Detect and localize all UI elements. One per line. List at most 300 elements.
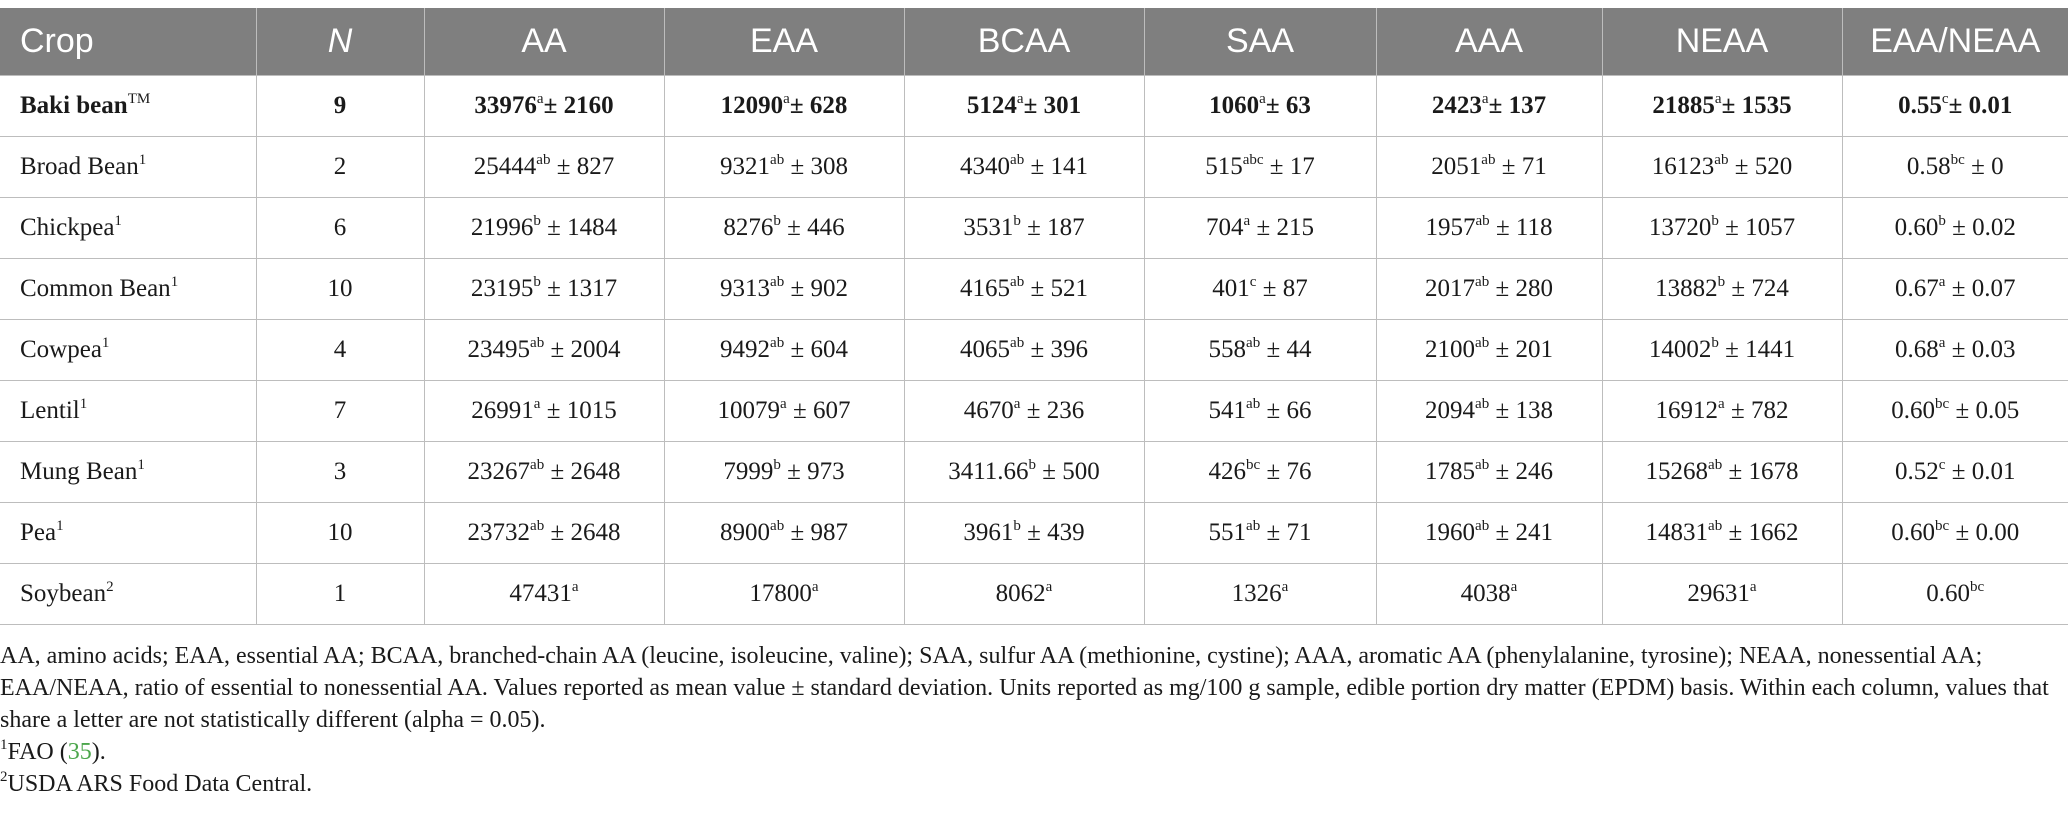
cell-value: 8276 bbox=[723, 214, 774, 241]
cell-std-dev: ± 66 bbox=[1260, 397, 1312, 424]
cell-std-dev: ± 141 bbox=[1024, 153, 1088, 180]
cell-eaa bbox=[664, 259, 904, 320]
cell-bcaa bbox=[904, 442, 1144, 503]
significance-letter: a bbox=[783, 91, 790, 107]
cell-std-dev: ± 604 bbox=[784, 336, 848, 363]
cell-eaa bbox=[664, 198, 904, 259]
cell-n: 10 bbox=[256, 259, 424, 320]
cell-crop bbox=[0, 320, 256, 381]
cell-value: 558 bbox=[1208, 336, 1247, 363]
crop-footnote-marker: 1 bbox=[79, 396, 88, 412]
significance-letter: bc bbox=[1950, 152, 1965, 168]
crop-name: Baki bean bbox=[20, 92, 128, 119]
cell-std-dev: ± 280 bbox=[1489, 275, 1553, 302]
cell-value: 0.67 bbox=[1895, 275, 1939, 302]
cell-std-dev: ± 0.00 bbox=[1949, 519, 2020, 546]
cell-value: 1960 bbox=[1425, 519, 1476, 546]
cell-value: 1957 bbox=[1425, 214, 1476, 241]
cell-eaa bbox=[664, 76, 904, 137]
cell-aaa bbox=[1376, 137, 1602, 198]
cell-n: 9 bbox=[256, 76, 424, 137]
column-header-eaa-neaa: EAA/NEAA bbox=[1842, 8, 2068, 76]
significance-letter: b bbox=[1717, 274, 1726, 290]
cell-aaa bbox=[1376, 442, 1602, 503]
significance-letter: a bbox=[1938, 274, 1946, 290]
cell-eaa-neaa bbox=[1842, 76, 2068, 137]
significance-letter: a bbox=[1045, 579, 1053, 595]
column-header-eaa: EAA bbox=[664, 8, 904, 76]
cell-aaa bbox=[1376, 381, 1602, 442]
cell-saa bbox=[1144, 198, 1376, 259]
significance-letter: ab bbox=[770, 274, 785, 290]
significance-letter: ab bbox=[1475, 335, 1490, 351]
cell-aa bbox=[424, 198, 664, 259]
footnote-1-end: ). bbox=[91, 739, 106, 765]
footnote-abbreviations: AA, amino acids; EAA, essential AA; BCAA, branched-chain AA (leucine, isoleucine, valine); SAA, sulfur AA (methionine, cystine); AAA, aromatic AA (phenylalanine, tyrosine); NEAA, nonessential AA; EAA/NEAA, ratio of essential to nonessential AA. Values reported as mean value ± standard deviation. Units reported as mg/100 g sample, edible portion dry matter (EPDM) basis. Within each column, values that share a letter are not statistically different (alpha = 0.05). bbox=[0, 643, 2049, 733]
cell-bcaa bbox=[904, 564, 1144, 625]
cell-value: 4038 bbox=[1460, 580, 1511, 607]
crop-name: Chickpea bbox=[20, 214, 115, 241]
significance-letter: bc bbox=[1935, 396, 1950, 412]
crop-name: Soybean bbox=[20, 580, 107, 607]
significance-letter: ab bbox=[1010, 152, 1025, 168]
cell-eaa-neaa bbox=[1842, 503, 2068, 564]
cell-std-dev: ± 0 bbox=[1964, 153, 2004, 180]
significance-letter: a bbox=[533, 396, 541, 412]
significance-letter: ab bbox=[1475, 396, 1490, 412]
cell-value: 33976 bbox=[474, 92, 537, 119]
cell-std-dev: ± 987 bbox=[784, 519, 848, 546]
table-header bbox=[0, 8, 2068, 76]
cell-neaa bbox=[1602, 259, 1842, 320]
crop-name: Pea bbox=[20, 519, 57, 546]
cell-std-dev: ± 0.01 bbox=[1945, 458, 2016, 485]
cell-value: 551 bbox=[1208, 519, 1247, 546]
cell-crop bbox=[0, 259, 256, 320]
cell-aa bbox=[424, 564, 664, 625]
cell-value: 9492 bbox=[720, 336, 771, 363]
significance-letter: a bbox=[1510, 579, 1518, 595]
cell-n: 10 bbox=[256, 503, 424, 564]
significance-letter: b bbox=[773, 457, 781, 473]
cell-value: 13882 bbox=[1655, 275, 1718, 302]
cell-value: 21885 bbox=[1652, 92, 1715, 119]
cell-std-dev: ± 520 bbox=[1728, 153, 1793, 180]
cell-crop bbox=[0, 503, 256, 564]
cell-value: 23732 bbox=[467, 519, 531, 546]
reference-link-35[interactable]: 35 bbox=[67, 739, 92, 765]
significance-letter: ab bbox=[1010, 274, 1025, 290]
table-row bbox=[0, 137, 2068, 198]
cell-aaa bbox=[1376, 259, 1602, 320]
cell-std-dev: ± 500 bbox=[1036, 458, 1100, 485]
cell-eaa bbox=[664, 503, 904, 564]
table-body bbox=[0, 76, 2068, 625]
significance-letter: bc bbox=[1935, 518, 1950, 534]
significance-letter: b bbox=[1013, 213, 1021, 229]
cell-crop bbox=[0, 76, 256, 137]
amino-acid-table bbox=[0, 8, 2068, 625]
significance-letter: a bbox=[811, 579, 819, 595]
cell-value: 0.60 bbox=[1891, 397, 1936, 424]
cell-crop bbox=[0, 198, 256, 259]
table-footnotes bbox=[0, 640, 2060, 800]
table-row bbox=[0, 198, 2068, 259]
cell-std-dev: ± 2004 bbox=[544, 336, 621, 363]
cell-std-dev: ± 201 bbox=[1489, 336, 1553, 363]
cell-eaa-neaa bbox=[1842, 564, 2068, 625]
cell-std-dev: ± 2648 bbox=[544, 458, 621, 485]
cell-value: 29631 bbox=[1687, 580, 1750, 607]
cell-value: 0.52 bbox=[1895, 458, 1939, 485]
cell-std-dev: ± 71 bbox=[1495, 153, 1547, 180]
cell-n: 3 bbox=[256, 442, 424, 503]
cell-value: 1060 bbox=[1209, 92, 1260, 119]
crop-name: Mung Bean bbox=[20, 458, 138, 485]
significance-letter: ab bbox=[1475, 518, 1490, 534]
cell-std-dev: ± 1535 bbox=[1721, 92, 1792, 119]
crop-footnote-marker: 1 bbox=[170, 274, 179, 290]
cell-value: 3411.66 bbox=[948, 458, 1029, 485]
cell-value: 0.68 bbox=[1895, 336, 1939, 363]
cell-std-dev: ± 44 bbox=[1260, 336, 1312, 363]
amino-acid-table-container bbox=[0, 8, 2068, 625]
cell-value: 14002 bbox=[1648, 336, 1712, 363]
cell-value: 8062 bbox=[995, 580, 1046, 607]
significance-letter: ab bbox=[1246, 518, 1261, 534]
cell-n: 4 bbox=[256, 320, 424, 381]
cell-std-dev: ± 396 bbox=[1024, 336, 1088, 363]
footnote-1-marker: 1 bbox=[0, 737, 8, 753]
cell-value: 1785 bbox=[1425, 458, 1476, 485]
crop-name: Cowpea bbox=[20, 336, 102, 363]
significance-letter: c bbox=[1249, 274, 1257, 290]
cell-std-dev: ± 215 bbox=[1250, 214, 1314, 241]
significance-letter: b bbox=[1028, 457, 1037, 473]
cell-saa bbox=[1144, 320, 1376, 381]
cell-std-dev: ± 236 bbox=[1020, 397, 1085, 424]
significance-letter: c bbox=[1938, 457, 1946, 473]
significance-letter: a bbox=[1718, 396, 1725, 412]
cell-value: 9321 bbox=[720, 153, 771, 180]
cell-std-dev: ± 446 bbox=[780, 214, 845, 241]
cell-std-dev: ± 1317 bbox=[540, 275, 618, 302]
crop-footnote-marker: 2 bbox=[106, 579, 114, 595]
significance-letter: a bbox=[1938, 335, 1946, 351]
cell-value: 704 bbox=[1206, 214, 1244, 241]
cell-std-dev: ± 301 bbox=[1023, 92, 1082, 119]
cell-std-dev: ± 187 bbox=[1020, 214, 1085, 241]
cell-neaa bbox=[1602, 503, 1842, 564]
significance-letter: b bbox=[1013, 518, 1021, 534]
crop-footnote-marker: 1 bbox=[101, 335, 110, 351]
cell-value: 401 bbox=[1212, 275, 1250, 302]
cell-std-dev: ± 87 bbox=[1256, 275, 1308, 302]
crop-footnote-marker: 1 bbox=[138, 152, 147, 168]
cell-eaa-neaa bbox=[1842, 137, 2068, 198]
cell-std-dev: ± 1015 bbox=[540, 397, 617, 424]
cell-bcaa bbox=[904, 137, 1144, 198]
significance-letter: bc bbox=[1246, 457, 1261, 473]
cell-value: 2100 bbox=[1425, 336, 1476, 363]
cell-saa bbox=[1144, 442, 1376, 503]
significance-letter: a bbox=[1281, 579, 1289, 595]
cell-value: 26991 bbox=[471, 397, 534, 424]
significance-letter: a bbox=[1243, 213, 1251, 229]
column-header-saa: SAA bbox=[1144, 8, 1376, 76]
significance-letter: b bbox=[773, 213, 781, 229]
significance-letter: a bbox=[536, 91, 544, 107]
cell-value: 13720 bbox=[1648, 214, 1712, 241]
cell-value: 2423 bbox=[1431, 92, 1482, 119]
significance-letter: b bbox=[1938, 213, 1946, 229]
cell-std-dev: ± 118 bbox=[1489, 214, 1553, 241]
cell-value: 9313 bbox=[720, 275, 771, 302]
significance-letter: ab bbox=[1481, 152, 1496, 168]
cell-eaa-neaa bbox=[1842, 442, 2068, 503]
cell-value: 14831 bbox=[1645, 519, 1709, 546]
significance-letter: ab bbox=[770, 335, 785, 351]
column-header-crop: Crop bbox=[0, 8, 256, 76]
cell-n: 1 bbox=[256, 564, 424, 625]
cell-value: 4670 bbox=[963, 397, 1014, 424]
cell-eaa-neaa bbox=[1842, 320, 2068, 381]
column-header-n: N bbox=[256, 8, 424, 76]
significance-letter: ab bbox=[1475, 457, 1490, 473]
significance-letter: ab bbox=[770, 152, 785, 168]
cell-std-dev: ± 521 bbox=[1024, 275, 1088, 302]
cell-bcaa bbox=[904, 76, 1144, 137]
cell-aaa bbox=[1376, 76, 1602, 137]
significance-letter: ab bbox=[530, 457, 545, 473]
cell-value: 4340 bbox=[960, 153, 1011, 180]
cell-aa bbox=[424, 320, 664, 381]
significance-letter: ab bbox=[530, 518, 545, 534]
cell-value: 0.58 bbox=[1906, 153, 1951, 180]
cell-std-dev: ± 2648 bbox=[544, 519, 621, 546]
cell-aa bbox=[424, 76, 664, 137]
cell-aa bbox=[424, 442, 664, 503]
significance-letter: b bbox=[1711, 213, 1719, 229]
cell-std-dev: ± 628 bbox=[789, 92, 848, 119]
significance-letter: a bbox=[1259, 91, 1266, 107]
cell-value: 7999 bbox=[723, 458, 774, 485]
significance-letter: a bbox=[571, 579, 579, 595]
cell-std-dev: ± 827 bbox=[550, 153, 615, 180]
cell-value: 12090 bbox=[720, 92, 784, 119]
significance-letter: b bbox=[533, 213, 541, 229]
cell-crop bbox=[0, 564, 256, 625]
cell-eaa bbox=[664, 381, 904, 442]
cell-aaa bbox=[1376, 564, 1602, 625]
table-row bbox=[0, 381, 2068, 442]
cell-value: 5124 bbox=[966, 92, 1017, 119]
cell-std-dev: ± 71 bbox=[1260, 519, 1312, 546]
significance-letter: ab bbox=[1246, 396, 1261, 412]
cell-n: 6 bbox=[256, 198, 424, 259]
cell-aaa bbox=[1376, 320, 1602, 381]
table-row bbox=[0, 442, 2068, 503]
cell-std-dev: ± 76 bbox=[1260, 458, 1312, 485]
cell-bcaa bbox=[904, 320, 1144, 381]
cell-n: 7 bbox=[256, 381, 424, 442]
cell-value: 541 bbox=[1208, 397, 1247, 424]
cell-value: 2051 bbox=[1431, 153, 1482, 180]
cell-std-dev: ± 0.05 bbox=[1949, 397, 2020, 424]
cell-value: 0.60 bbox=[1894, 214, 1939, 241]
cell-neaa bbox=[1602, 198, 1842, 259]
column-header-bcaa: BCAA bbox=[904, 8, 1144, 76]
cell-crop bbox=[0, 442, 256, 503]
cell-value: 47431 bbox=[509, 580, 572, 607]
cell-std-dev: ± 308 bbox=[784, 153, 848, 180]
footnote-2-text: USDA ARS Food Data Central. bbox=[7, 771, 313, 797]
cell-value: 16912 bbox=[1655, 397, 1719, 424]
cell-value: 23195 bbox=[470, 275, 534, 302]
cell-aa bbox=[424, 259, 664, 320]
cell-std-dev: ± 2160 bbox=[543, 92, 614, 119]
cell-value: 3961 bbox=[963, 519, 1014, 546]
column-header-aa: AA bbox=[424, 8, 664, 76]
cell-bcaa bbox=[904, 198, 1144, 259]
cell-bcaa bbox=[904, 381, 1144, 442]
cell-std-dev: ± 246 bbox=[1489, 458, 1553, 485]
significance-letter: a bbox=[1714, 91, 1722, 107]
cell-value: 8900 bbox=[720, 519, 771, 546]
significance-letter: ab bbox=[1475, 213, 1490, 229]
footnote-1 bbox=[0, 736, 2060, 768]
column-header-neaa: NEAA bbox=[1602, 8, 1842, 76]
cell-value: 3531 bbox=[963, 214, 1014, 241]
cell-value: 23495 bbox=[467, 336, 531, 363]
significance-letter: ab bbox=[1708, 518, 1723, 534]
table-row bbox=[0, 564, 2068, 625]
footnote-2 bbox=[0, 768, 2060, 800]
cell-eaa-neaa bbox=[1842, 381, 2068, 442]
significance-letter: ab bbox=[1010, 335, 1025, 351]
cell-eaa bbox=[664, 320, 904, 381]
significance-letter: a bbox=[1749, 579, 1757, 595]
significance-letter: ab bbox=[1714, 152, 1729, 168]
cell-std-dev: ± 1441 bbox=[1718, 336, 1796, 363]
table-row bbox=[0, 76, 2068, 137]
significance-letter: ab bbox=[1708, 457, 1723, 473]
cell-eaa-neaa bbox=[1842, 259, 2068, 320]
significance-letter: b bbox=[533, 274, 541, 290]
significance-letter: ab bbox=[530, 335, 545, 351]
crop-name: Lentil bbox=[20, 397, 80, 424]
cell-std-dev: ± 0.07 bbox=[1945, 275, 2016, 302]
column-header-aaa: AAA bbox=[1376, 8, 1602, 76]
header-row bbox=[0, 8, 2068, 76]
cell-value: 1326 bbox=[1231, 580, 1282, 607]
cell-value: 17800 bbox=[749, 580, 812, 607]
cell-value: 15268 bbox=[1645, 458, 1709, 485]
table-row bbox=[0, 320, 2068, 381]
significance-letter: ab bbox=[536, 152, 551, 168]
cell-value: 515 bbox=[1205, 153, 1243, 180]
cell-std-dev: ± 0.03 bbox=[1945, 336, 2016, 363]
table-row bbox=[0, 503, 2068, 564]
cell-neaa bbox=[1602, 76, 1842, 137]
cell-value: 0.55 bbox=[1898, 92, 1942, 119]
cell-bcaa bbox=[904, 259, 1144, 320]
cell-eaa bbox=[664, 564, 904, 625]
cell-neaa bbox=[1602, 381, 1842, 442]
significance-letter: ab bbox=[1246, 335, 1261, 351]
cell-std-dev: ± 607 bbox=[786, 397, 851, 424]
cell-aa bbox=[424, 503, 664, 564]
cell-value: 4165 bbox=[960, 275, 1011, 302]
cell-std-dev: ± 1662 bbox=[1722, 519, 1799, 546]
cell-aaa bbox=[1376, 503, 1602, 564]
cell-value: 2094 bbox=[1425, 397, 1476, 424]
cell-std-dev: ± 902 bbox=[784, 275, 848, 302]
cell-crop bbox=[0, 137, 256, 198]
cell-eaa bbox=[664, 137, 904, 198]
cell-std-dev: ± 138 bbox=[1489, 397, 1553, 424]
cell-value: 4065 bbox=[960, 336, 1011, 363]
table-row bbox=[0, 259, 2068, 320]
crop-name: Common Bean bbox=[20, 275, 171, 302]
cell-n: 2 bbox=[256, 137, 424, 198]
cell-std-dev: ± 724 bbox=[1725, 275, 1789, 302]
significance-letter: abc bbox=[1242, 152, 1264, 168]
cell-std-dev: ± 137 bbox=[1488, 92, 1547, 119]
cell-neaa bbox=[1602, 137, 1842, 198]
cell-std-dev: ± 241 bbox=[1489, 519, 1553, 546]
cell-bcaa bbox=[904, 503, 1144, 564]
cell-value: 10079 bbox=[717, 397, 781, 424]
significance-letter: a bbox=[1016, 91, 1024, 107]
cell-eaa-neaa bbox=[1842, 198, 2068, 259]
cell-saa bbox=[1144, 381, 1376, 442]
cell-std-dev: ± 0.01 bbox=[1948, 92, 2013, 119]
footnote-2-marker: 2 bbox=[0, 769, 8, 785]
cell-aa bbox=[424, 381, 664, 442]
significance-letter: ab bbox=[770, 518, 785, 534]
cell-std-dev: ± 1484 bbox=[540, 214, 618, 241]
cell-value: 0.60 bbox=[1926, 580, 1971, 607]
significance-letter: c bbox=[1941, 91, 1949, 107]
cell-value: 25444 bbox=[473, 153, 537, 180]
cell-std-dev: ± 782 bbox=[1724, 397, 1789, 424]
cell-value: 0.60 bbox=[1891, 519, 1936, 546]
significance-letter: ab bbox=[1475, 274, 1490, 290]
crop-footnote-marker: 1 bbox=[114, 213, 122, 229]
crop-footnote-marker: 1 bbox=[137, 457, 145, 473]
significance-letter: a bbox=[780, 396, 787, 412]
cell-aaa bbox=[1376, 198, 1602, 259]
crop-name: Broad Bean bbox=[20, 153, 139, 180]
crop-footnote-marker: TM bbox=[127, 91, 151, 107]
cell-neaa bbox=[1602, 320, 1842, 381]
cell-std-dev: ± 17 bbox=[1263, 153, 1315, 180]
cell-value: 23267 bbox=[467, 458, 531, 485]
cell-std-dev: ± 1057 bbox=[1718, 214, 1796, 241]
cell-eaa bbox=[664, 442, 904, 503]
significance-letter: a bbox=[1013, 396, 1021, 412]
cell-value: 16123 bbox=[1651, 153, 1715, 180]
significance-letter: bc bbox=[1970, 579, 1985, 595]
significance-letter: a bbox=[1481, 91, 1489, 107]
cell-crop bbox=[0, 381, 256, 442]
cell-saa bbox=[1144, 259, 1376, 320]
cell-aa bbox=[424, 137, 664, 198]
cell-value: 426 bbox=[1208, 458, 1247, 485]
cell-neaa bbox=[1602, 442, 1842, 503]
footnote-1-text: FAO ( bbox=[7, 739, 68, 765]
